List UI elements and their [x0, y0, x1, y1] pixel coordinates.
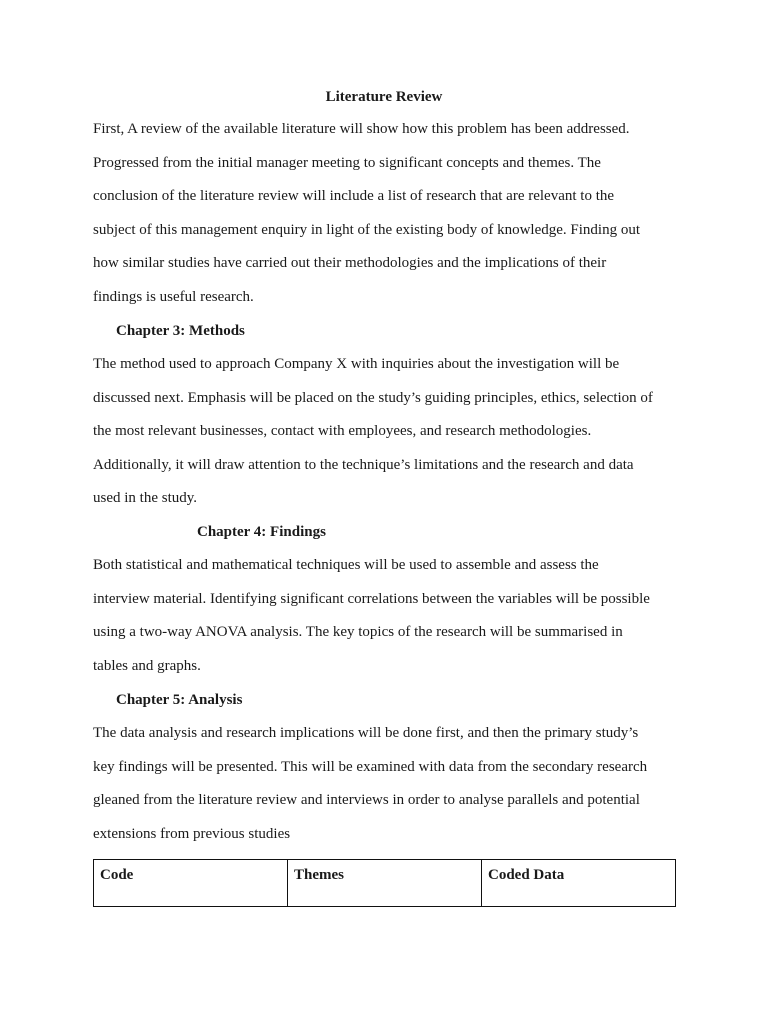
- text-line: used in the study.: [93, 490, 198, 507]
- coding-table: [93, 859, 676, 907]
- intro-paragraph: [93, 113, 683, 315]
- text-line: First, A review of the available literature will show how this problem has been addressed.: [93, 121, 630, 137]
- text-line: Both statistical and mathematical techniques will be used to assemble and assess the: [93, 557, 599, 573]
- chapter4-heading: Chapter 4: Findings: [197, 524, 326, 540]
- text-line: how similar studies have carried out their methodologies and the implications of their: [93, 255, 607, 272]
- text-line: Additionally, it will draw attention to the technique’s limitations and the research and data: [93, 456, 634, 473]
- text-line: Progressed from the initial manager meeting to significant concepts and themes. The: [93, 154, 601, 171]
- text-line: The method used to approach Company X with inquiries about the investigation will be: [93, 356, 620, 372]
- chapter5-paragraph: [93, 717, 683, 851]
- chapter4-paragraph: [93, 549, 683, 683]
- text-line: The data analysis and research implications will be done first, and then the primary study’s: [93, 725, 639, 741]
- text-line: key findings will be presented. This will be examined with data from the secondary research: [93, 758, 648, 775]
- text-line: discussed next. Emphasis will be placed on the study’s guiding principles, ethics, selection of: [93, 389, 653, 406]
- table-header-row: [94, 860, 676, 907]
- table-header-cell: Code: [94, 860, 288, 907]
- chapter3-paragraph: [93, 348, 683, 516]
- chapter3-heading: Chapter 3: Methods: [116, 323, 245, 339]
- text-line: findings is useful research.: [93, 288, 254, 305]
- text-line: the most relevant businesses, contact with employees, and research methodologies.: [93, 423, 592, 440]
- page-title: Literature Review: [325, 89, 443, 105]
- text-line: conclusion of the literature review will include a list of research that are relevant to the: [93, 188, 615, 205]
- text-line: subject of this management enquiry in light of the existing body of knowledge. Finding out: [93, 221, 641, 238]
- table-header-cell: Coded Data: [482, 860, 676, 907]
- text-line: interview material. Identifying significant correlations between the variables will be possible: [93, 590, 650, 607]
- table-header-cell: Themes: [288, 860, 482, 907]
- text-line: gleaned from the literature review and interviews in order to analyse parallels and potential: [93, 792, 640, 809]
- text-line: using a two-way ANOVA analysis. The key topics of the research will be summarised in: [93, 624, 623, 641]
- chapter5-heading: Chapter 5: Analysis: [116, 692, 243, 708]
- text-line: extensions from previous studies: [93, 825, 291, 842]
- text-line: tables and graphs.: [93, 657, 201, 674]
